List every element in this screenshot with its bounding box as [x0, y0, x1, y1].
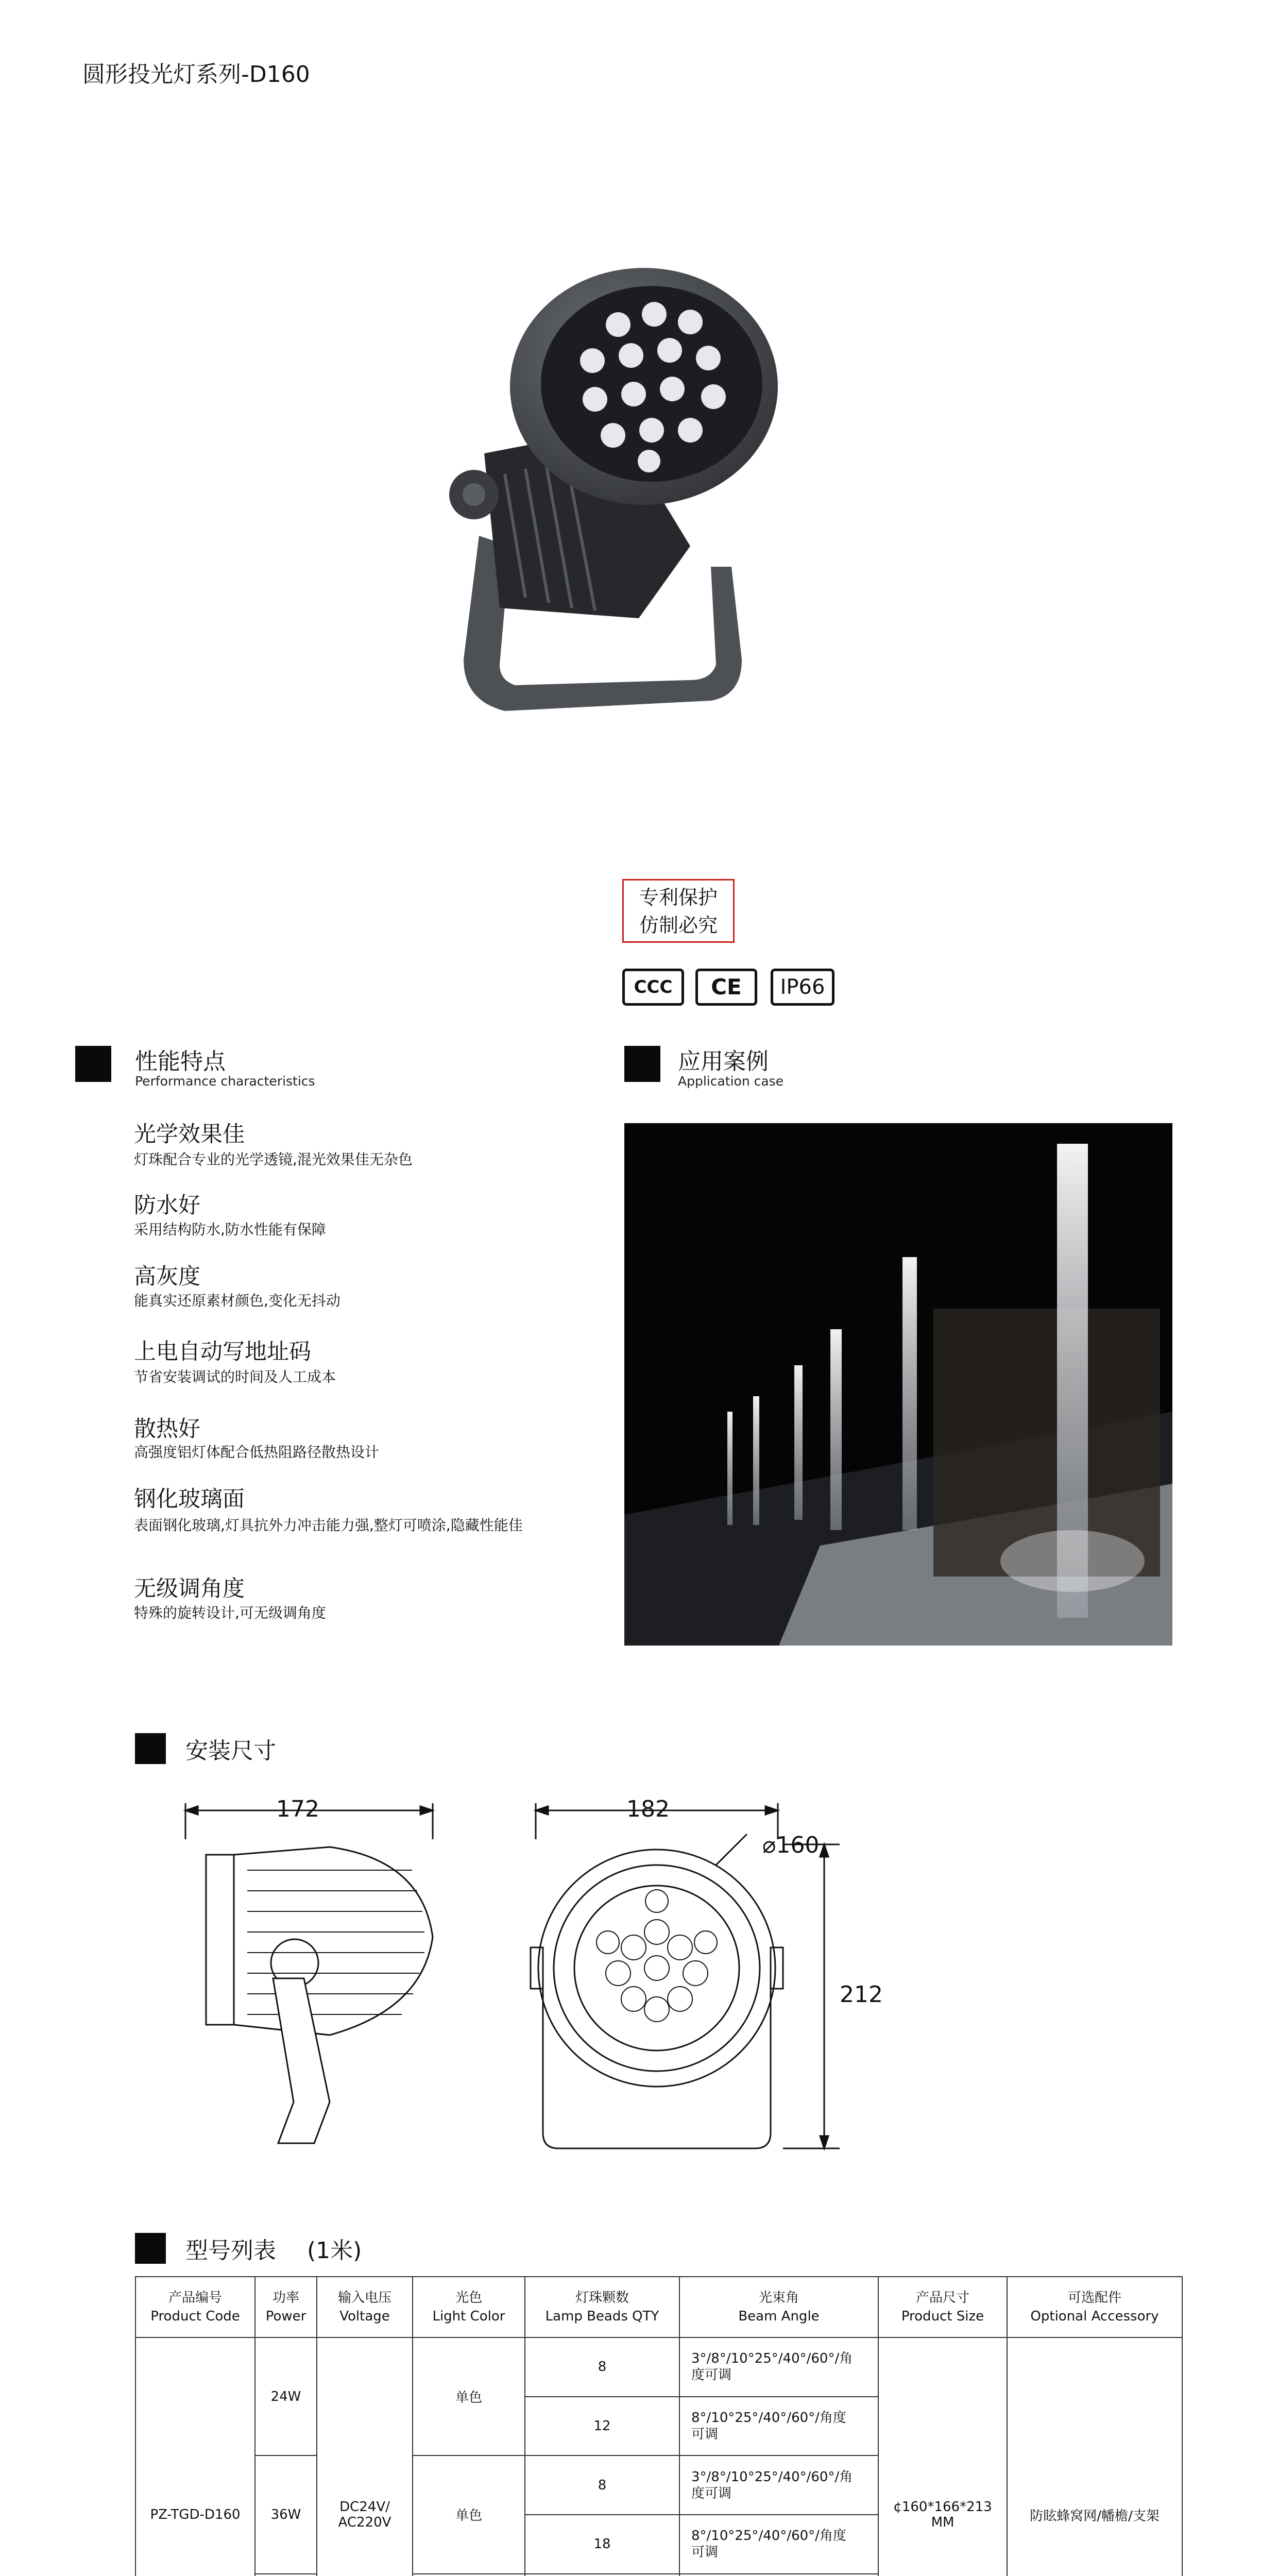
- application-title: 应用案例: [678, 1048, 769, 1075]
- cell-beam: 3°/8°/10°25°/40°/60°/角 度可调: [679, 2455, 878, 2515]
- feature-6-heading: 钢化玻璃面: [134, 1486, 245, 1512]
- models-length-note: (1米): [307, 2238, 362, 2264]
- cell-color-1: 单色: [413, 2337, 525, 2455]
- feature-1-desc: 灯珠配合专业的光学透镜,混光效果佳无杂色: [134, 1151, 413, 1168]
- patent-notice: [622, 879, 735, 943]
- page-title: 圆形投光灯系列-D160: [82, 61, 310, 88]
- table-row: [135, 2337, 1182, 2397]
- ce-mark: CE: [695, 969, 757, 1006]
- models-title: 型号列表: [185, 2238, 276, 2264]
- cell-product-code: PZ-TGD-D160: [135, 2337, 255, 2576]
- cell-qty: 8: [525, 2337, 679, 2397]
- cell-qty: [525, 2574, 679, 2576]
- feature-5-desc: 高强度铝灯体配合低热阻路径散热设计: [134, 1444, 380, 1461]
- product-photo: [422, 258, 793, 742]
- cell-size: ¢160*166*213 MM: [878, 2337, 1007, 2576]
- cell-beam: 8°/10°25°/40°/60°/角度 可调: [679, 2397, 878, 2456]
- header-beads: 灯珠颗数 Lamp Beads QTY: [525, 2277, 679, 2337]
- header-accessory: 可选配件 Optional Accessory: [1007, 2277, 1182, 2337]
- cell-qty: 8: [525, 2455, 679, 2515]
- application-section-marker: [624, 1046, 660, 1082]
- cell-beam: [679, 2574, 878, 2576]
- cell-power-48: [255, 2574, 317, 2576]
- feature-2-desc: 采用结构防水,防水性能有保障: [134, 1221, 326, 1238]
- header-code: 产品编号 Product Code: [135, 2277, 255, 2337]
- cell-power-24: 24W: [255, 2337, 317, 2455]
- cell-voltage: DC24V/ AC220V: [317, 2337, 413, 2576]
- feature-1-heading: 光学效果佳: [134, 1122, 245, 1147]
- install-title: 安装尺寸: [185, 1738, 276, 1764]
- feature-3-heading: 高灰度: [134, 1264, 200, 1290]
- header-beam-angle: 光束角 Beam Angle: [679, 2277, 878, 2337]
- application-subtitle: Application case: [678, 1074, 784, 1089]
- cell-accessory: 防眩蜂窝网/幡檐/支架: [1007, 2337, 1182, 2576]
- feature-6-desc: 表面钢化玻璃,灯具抗外力冲击能力强,整灯可喷涂,隐藏性能佳: [134, 1517, 523, 1534]
- table-header-row: [135, 2277, 1182, 2337]
- feature-3-desc: 能真实还原素材颜色,变化无抖动: [134, 1292, 340, 1309]
- cell-beam: 3°/8°/10°25°/40°/60°/角 度可调: [679, 2337, 878, 2397]
- feature-7-heading: 无级调角度: [134, 1576, 245, 1602]
- header-size: 产品尺寸 Product Size: [878, 2277, 1007, 2337]
- patent-line-1: 专利保护: [639, 886, 718, 909]
- install-section-marker: [135, 1733, 166, 1764]
- header-light-color: 光色 Light Color: [413, 2277, 525, 2337]
- cell-power-36: 36W: [255, 2455, 317, 2573]
- dim-height: 212: [840, 1981, 883, 2008]
- feature-7-desc: 特殊的旋转设计,可无级调角度: [134, 1604, 326, 1621]
- feature-4-desc: 节省安装调试的时间及人工成本: [134, 1368, 336, 1385]
- ccc-mark: CCC: [622, 969, 684, 1006]
- features-subtitle: Performance characteristics: [135, 1074, 315, 1089]
- cell-qty: 18: [525, 2515, 679, 2574]
- ip66-mark: IP66: [771, 969, 834, 1006]
- dim-diameter: ⌀160: [762, 1832, 820, 1858]
- header-voltage: 输入电压 Voltage: [317, 2277, 413, 2337]
- feature-4-heading: 上电自动写地址码: [134, 1339, 311, 1365]
- models-section-marker: [135, 2233, 166, 2264]
- cell-beam: 8°/10°25°/40°/60°/角度 可调: [679, 2515, 878, 2574]
- features-section-marker: [75, 1046, 111, 1082]
- feature-5-heading: 散热好: [134, 1416, 200, 1442]
- patent-line-2: 仿制必究: [639, 914, 718, 937]
- cell-color-2: 单色: [413, 2455, 525, 2573]
- dimension-drawing: [175, 1793, 938, 2154]
- dim-width: 182: [626, 1796, 670, 1822]
- dim-depth: 172: [276, 1796, 319, 1822]
- header-power: 功率 Power: [255, 2277, 317, 2337]
- feature-2-heading: 防水好: [134, 1193, 200, 1218]
- cell-color-3: [413, 2574, 525, 2576]
- application-photo: [624, 1123, 1172, 1646]
- cell-qty: 12: [525, 2397, 679, 2456]
- model-table: [135, 2276, 1183, 2576]
- features-title: 性能特点: [135, 1048, 226, 1075]
